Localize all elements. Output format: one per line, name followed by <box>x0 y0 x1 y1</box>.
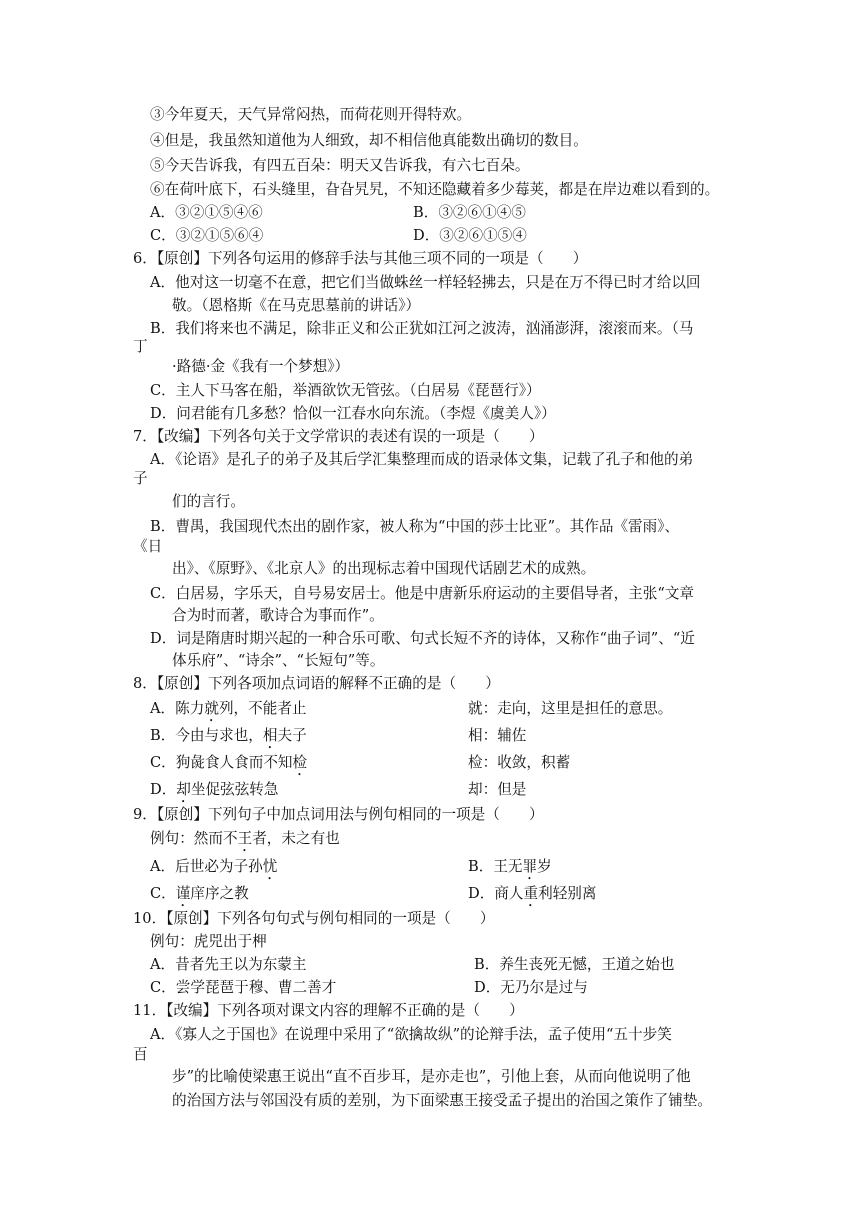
q6-option-b-line1: B．我们将来也不满足，除非正义和公正犹如江河之波涛，汹涌澎湃，滚滚而来。（马 <box>150 320 694 337</box>
q6-option-a-line2: 敬。（恩格斯《在马克思墓前的讲话》） <box>172 297 421 314</box>
q8-option-d-explanation: 却：但是 <box>468 781 527 798</box>
q6-option-b-line2: ·路德·金《我有一个梦想》） <box>172 358 350 375</box>
emphasis-word: 王 <box>237 830 253 847</box>
emphasis-word: 却 <box>176 781 191 798</box>
q7-option-d-line1: D．词是隋唐时期兴起的一种合乐可歌、句式长短不齐的诗体，又称作“曲子词”、“近 <box>150 630 695 647</box>
sentence-4: ④但是，我虽然知道他为人细致，却不相信他真能数出确切的数目。 <box>150 132 588 149</box>
q9-stem: 9．【原创】下列句子中加点词用法与例句相同的一项是（ ） <box>133 806 544 823</box>
q8-stem: 8．【原创】下列各项加点词语的解释不正确的是（ ） <box>133 675 500 692</box>
emphasis-word: 重 <box>523 885 539 902</box>
q10-option-a: A．昔者先王以为东蒙主 <box>150 956 307 973</box>
sentence-5: ⑤今天告诉我，有四五百朵：明天又告诉我，有六七百朵。 <box>150 157 530 174</box>
emphasis-word: 罪 <box>522 858 538 875</box>
q10-option-b: B．养生丧死无憾，王道之始也 <box>474 956 675 973</box>
q7-option-a-wrap: 子 <box>133 470 148 487</box>
q7-option-b-wrap: 《日 <box>133 538 163 555</box>
emphasis-word: 谨 <box>175 885 191 902</box>
q6-option-b-wrap: 丁 <box>133 338 148 355</box>
q8-option-c: C．狗彘食人食而不知检 <box>150 754 308 771</box>
q7-option-b-line2: 出》、《原野》、《北京人》的出现标志着中国现代话剧艺术的成熟。 <box>172 560 596 577</box>
q6-option-c: C．主人下马客在船，举酒欲饮无管弦。（白居易《琵琶行》） <box>150 382 541 399</box>
q6-stem: 6．【原创】下列各句运用的修辞手法与其他三项不同的一项是（ ） <box>133 250 588 267</box>
q8-option-d: D．却坐促弦弦转急 <box>150 781 279 798</box>
q8-option-b-explanation: 相：辅佐 <box>468 727 527 744</box>
q8-option-a-explanation: 就：走向，这里是担任的意思。 <box>468 700 673 717</box>
q6-option-a-line1: A．他对这一切毫不在意，把它们当做蛛丝一样轻轻拂去，只是在万不得已时才给以回 <box>150 274 701 291</box>
q10-option-d: D．无乃尔是过与 <box>474 979 588 996</box>
q7-stem: 7．【改编】下列各句关于文学常识的表述有误的一项是（ ） <box>133 428 544 445</box>
q11-option-a-wrap: 百 <box>133 1046 148 1063</box>
q11-option-a-line2: 步”的比喻使梁惠王说出“直不百步耳，是亦走也”，引他上套，从而向他说明了他 <box>172 1068 691 1085</box>
q11-stem: 11．【改编】下列各项对课文内容的理解不正确的是（ ） <box>133 1002 524 1019</box>
q5-option-b: B．③②⑥①④⑤ <box>413 204 526 221</box>
q7-option-c-line1: C．白居易，字乐天，自号易安居士。他是中唐新乐府运动的主要倡导者，主张“文章 <box>150 585 695 602</box>
q9-option-c: C．谨庠序之教 <box>150 885 249 902</box>
q10-stem: 10．【原创】下列各句句式与例句相同的一项是（ ） <box>133 910 495 927</box>
sentence-3: ③今年夏天，天气异常闷热，而荷花则开得特欢。 <box>150 106 472 123</box>
q9-option-b: B．王无罪岁 <box>468 858 552 875</box>
q11-option-a-line3: 的治国方法与邻国没有质的差别，为下面梁惠王接受孟子提出的治国之策作了铺垫。 <box>172 1092 712 1109</box>
q7-option-c-line2: 合为时而著，歌诗合为事而作”。 <box>172 607 384 624</box>
q7-option-a-line2: 们的言行。 <box>172 493 245 510</box>
q9-option-a: A．后世必为子孙忧 <box>150 858 278 875</box>
q10-option-c: C．尝学琵琶于穆、曹二善才 <box>150 979 337 996</box>
q7-option-d-line2: 体乐府”、“诗余”、“长短句”等。 <box>172 652 385 669</box>
q7-option-b-line1: B．曹禺，我国现代杰出的剧作家，被人称为“中国的莎士比亚”。其作品《雷雨》、 <box>150 518 680 535</box>
q9-example: 例句：然而不王者，未之有也 <box>150 830 340 847</box>
sentence-6: ⑥在荷叶底下，石头缝里，旮旮旯旯，不知还隐藏着多少莓荚，都是在岸边难以看到的。 <box>150 181 720 198</box>
q8-option-b: B．今由与求也，相夫子 <box>150 727 307 744</box>
emphasis-word: 就 <box>204 700 219 717</box>
emphasis-word: 相 <box>262 727 278 744</box>
q5-option-a: A．③②①⑤④⑥ <box>150 204 263 221</box>
q8-option-c-explanation: 检：收敛，积蓄 <box>468 754 571 771</box>
q11-option-a-line1: A．《寡人之于国也》在说理中采用了“欲擒故纵”的论辩手法，孟子使用“五十步笑 <box>150 1026 672 1043</box>
q5-option-c: C．③②①⑤⑥④ <box>150 227 264 244</box>
q6-option-d: D．问君能有几多愁？恰似一江春水向东流。（李煜《虞美人》） <box>150 405 556 422</box>
q5-option-d: D．③②⑥①⑤④ <box>413 227 527 244</box>
q9-option-d: D．商人重利轻别离 <box>468 885 597 902</box>
emphasis-word: 检 <box>292 754 308 771</box>
emphasis-word: 忧 <box>262 858 278 875</box>
q8-option-a: A．陈力就列，不能者止 <box>150 700 307 717</box>
q7-option-a-line1: A．《论语》是孔子的弟子及其后学汇集整理而成的语录体文集，记载了孔子和他的弟 <box>150 451 694 468</box>
q10-example: 例句：虎兕出于柙 <box>150 933 267 950</box>
